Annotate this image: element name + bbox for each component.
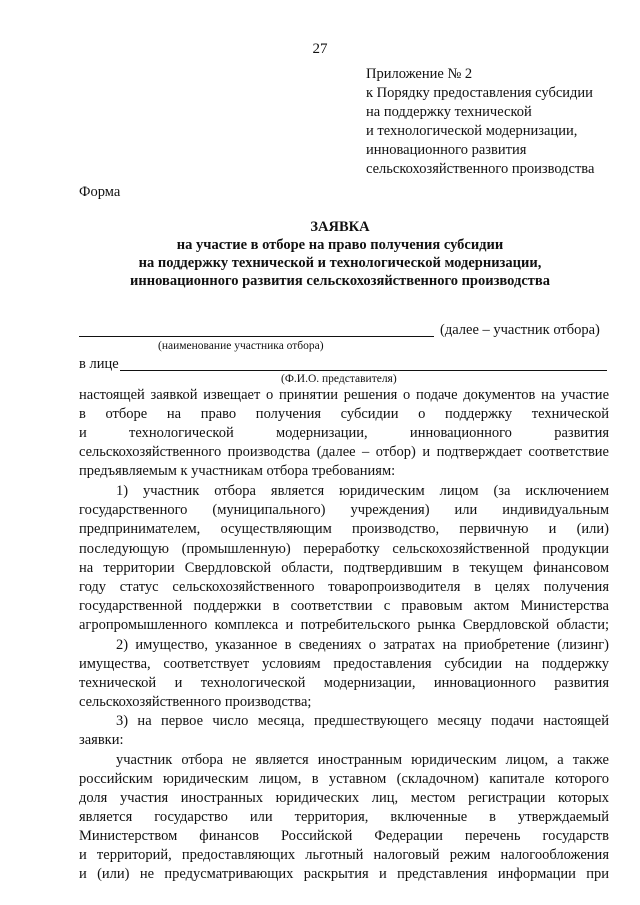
- body-line: сельскохозяйственного производства;: [79, 694, 312, 710]
- appendix-line: на поддержку технической: [366, 104, 532, 120]
- participant-caption: (наименование участника отбора): [158, 340, 324, 352]
- body-line: последующую (промышленную) переработку сельскохозяйственной продукции: [79, 541, 609, 557]
- body-line: предпринимателем, осуществляющим производство, первичную и (или): [79, 521, 609, 537]
- representative-name-field[interactable]: [120, 370, 607, 371]
- body-line: и (или) не предусматривающих раскрытия и представления информации при: [79, 866, 609, 882]
- body-line: российским юридическим лицом, в уставном (складочном) капитале которого: [79, 771, 609, 787]
- body-line: сельскохозяйственного производства (далее – отбор) и подтверждает соответствие: [79, 444, 609, 460]
- form-label: Форма: [79, 184, 121, 200]
- appendix-line: инновационного развития: [366, 142, 527, 158]
- representative-prefix: в лице: [79, 356, 119, 372]
- appendix-line: и технологической модернизации,: [366, 123, 578, 139]
- body-line: является государство или территория, включенные в утверждаемый: [79, 809, 609, 825]
- body-line: настоящей заявкой извещает о принятии решения о подаче документов на участие: [79, 387, 609, 403]
- title-main: ЗАЯВКА: [310, 219, 370, 235]
- participant-suffix: (далее – участник отбора): [440, 322, 600, 338]
- body-line: и территорий, предоставляющих льготный налоговый режим налогообложения: [79, 847, 609, 863]
- body-line: заявки:: [79, 732, 124, 748]
- body-line: в отборе на право получения субсидии о поддержку технической: [79, 406, 609, 422]
- title-sub-line: на участие в отборе на право получения субсидии: [176, 237, 504, 253]
- body-line: году статус сельскохозяйственного товаропроизводителя в целях получения: [79, 579, 609, 595]
- body-line: имущества, соответствует условиям предоставления субсидии на поддержку: [79, 656, 609, 672]
- body-line: агропромышленного комплекса и потребительского рынка Свердловской области;: [79, 617, 609, 633]
- body-line: Министерством финансов Российской Федерации перечень государств: [79, 828, 609, 844]
- body-line: технической и технологической модернизации, инновационного развития: [79, 675, 609, 691]
- title-sub-line: инновационного развития сельскохозяйственного производства: [130, 273, 550, 289]
- body-line: 3) на первое число месяца, предшествующего месяцу подачи настоящей: [116, 713, 609, 729]
- body-line: и технологической модернизации, инновационного развития: [79, 425, 609, 441]
- page-number: 27: [312, 41, 328, 57]
- body-line: предъявляемым к участникам отбора требованиям:: [79, 463, 396, 479]
- body-line: государственного (муниципального) учреждения) или индивидуальным: [79, 502, 609, 518]
- appendix-line: Приложение № 2: [366, 66, 473, 82]
- participant-name-field[interactable]: [79, 336, 434, 337]
- body-line: 2) имущество, указанное в сведениях о затратах на приобретение (лизинг): [116, 637, 609, 653]
- body-line: доля участия иностранных юридических лиц, местом регистрации которых: [79, 790, 609, 806]
- appendix-header: [366, 65, 636, 179]
- body-line: 1) участник отбора является юридическим лицом (за исключением: [116, 483, 609, 499]
- appendix-line: сельскохозяйственного производства: [366, 161, 595, 177]
- title-sub-line: на поддержку технической и технологической модернизации,: [138, 255, 542, 271]
- appendix-line: к Порядку предоставления субсидии: [366, 85, 593, 101]
- body-line: участник отбора не является иностранным юридическим лицом, а также: [116, 752, 609, 768]
- representative-caption: (Ф.И.О. представителя): [281, 373, 397, 385]
- body-line: на территории Свердловской области, подтвердившим в текущем финансовом: [79, 560, 609, 576]
- body-line: государственной поддержки в соответствии с правовым актом Министерства: [79, 598, 609, 614]
